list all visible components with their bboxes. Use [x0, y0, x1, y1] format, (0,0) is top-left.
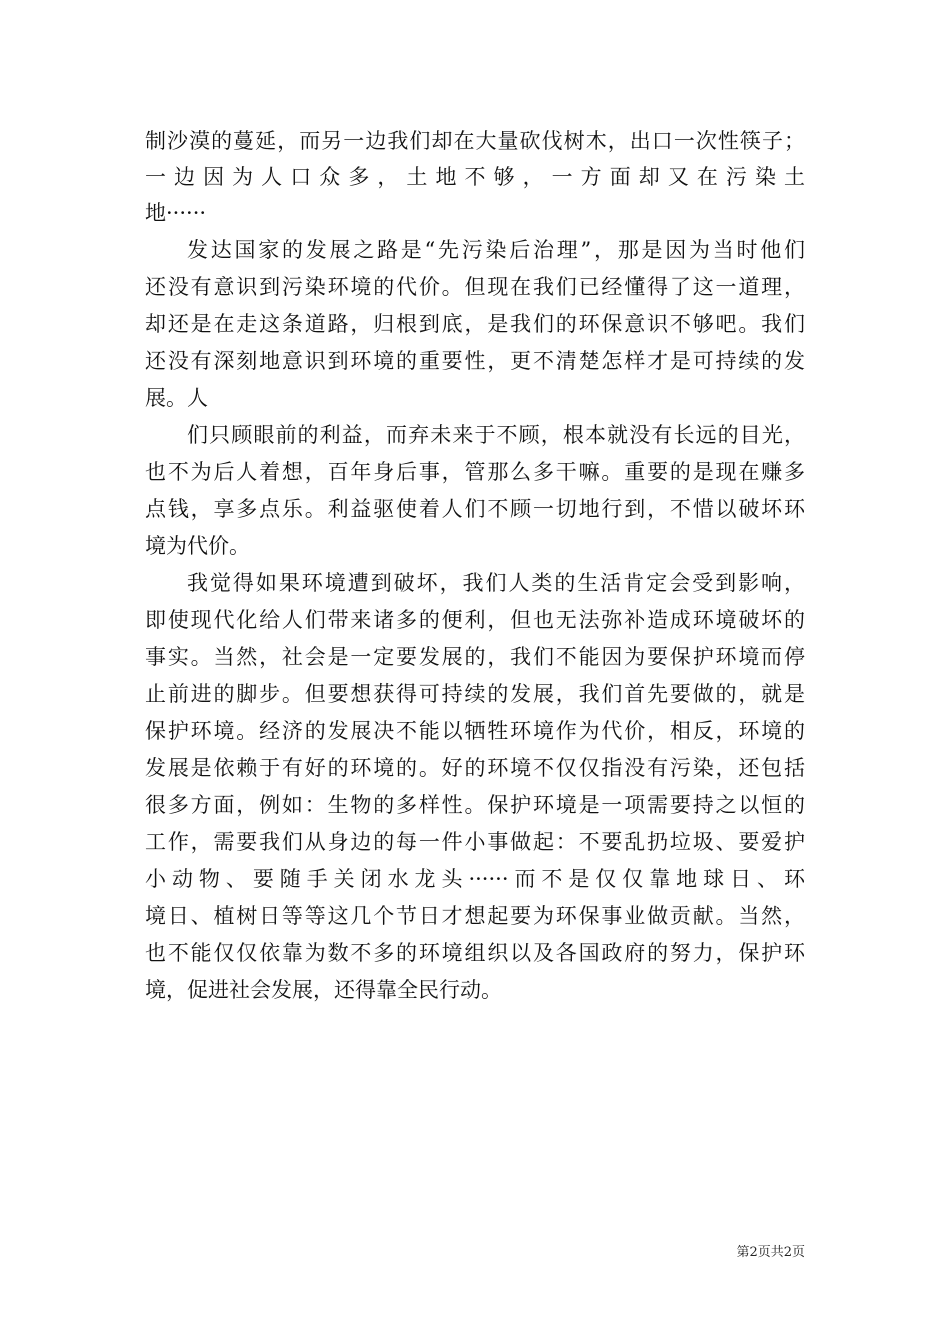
text-line: 事实。当然，社会是一定要发展的，我们不能因为要保护环境而停	[145, 645, 805, 669]
page-number-footer: 第2页共2页	[736, 1245, 805, 1260]
text-line: 点钱，享多点乐。利益驱使着人们不顾一切地行到，不惜以破坏环	[145, 497, 805, 521]
text-line: 还没有深刻地意识到环境的重要性，更不清楚怎样才是可持续的发	[145, 349, 805, 373]
text-line: 也不能仅仅依靠为数不多的环境组织以及各国政府的努力，保护环	[145, 941, 805, 965]
text-line: 保护环境。经济的发展决不能以牺牲环境作为代价，相反，环境的	[145, 719, 805, 743]
text-line: 境为代价。	[145, 534, 250, 558]
text-line: 止前进的脚步。但要想获得可持续的发展，我们首先要做的，就是	[145, 682, 805, 706]
text-line: 很多方面，例如：生物的多样性。保护环境是一项需要持之以恒的	[145, 793, 805, 817]
text-line: 工作，需要我们从身边的每一件小事做起：不要乱扔垃圾、要爱护	[145, 830, 805, 854]
text-line: 即使现代化给人们带来诸多的便利，但也无法弥补造成环境破坏的	[145, 608, 805, 632]
text-line: 境日、植树日等等这几个节日才想起要为环保事业做贡献。当然，	[145, 904, 805, 928]
text-line: 发展是依赖于有好的环境的。好的环境不仅仅指没有污染，还包括	[145, 756, 805, 780]
paragraph-start-line: 我觉得如果环境遭到破坏，我们人类的生活肯定会受到影响，	[187, 571, 805, 595]
text-line: 却还是在走这条道路，归根到底，是我们的环保意识不够吧。我们	[145, 312, 805, 336]
text-line: 一边因为人口众多，土地不够，一方面却又在污染土	[145, 165, 805, 189]
paragraph-start-line: 们只顾眼前的利益，而弃未来于不顾，根本就没有长远的目光，	[187, 423, 805, 447]
text-line: 制沙漠的蔓延，而另一边我们却在大量砍伐树木，出口一次性筷子；	[145, 129, 805, 153]
text-line: 地······	[145, 201, 207, 225]
text-line: 也不为后人着想，百年身后事，管那么多干嘛。重要的是现在赚多	[145, 460, 805, 484]
text-line: 小动物、要随手关闭水龙头······而不是仅仅靠地球日、环	[145, 867, 805, 891]
text-line: 展。人	[145, 386, 208, 410]
paragraph-start-line: 发达国家的发展之路是“先污染后治理”，那是因为当时他们	[187, 238, 805, 262]
text-line: 境，促进社会发展，还得靠全民行动。	[145, 978, 502, 1002]
text-line: 还没有意识到污染环境的代价。但现在我们已经懂得了这一道理，	[145, 275, 805, 299]
